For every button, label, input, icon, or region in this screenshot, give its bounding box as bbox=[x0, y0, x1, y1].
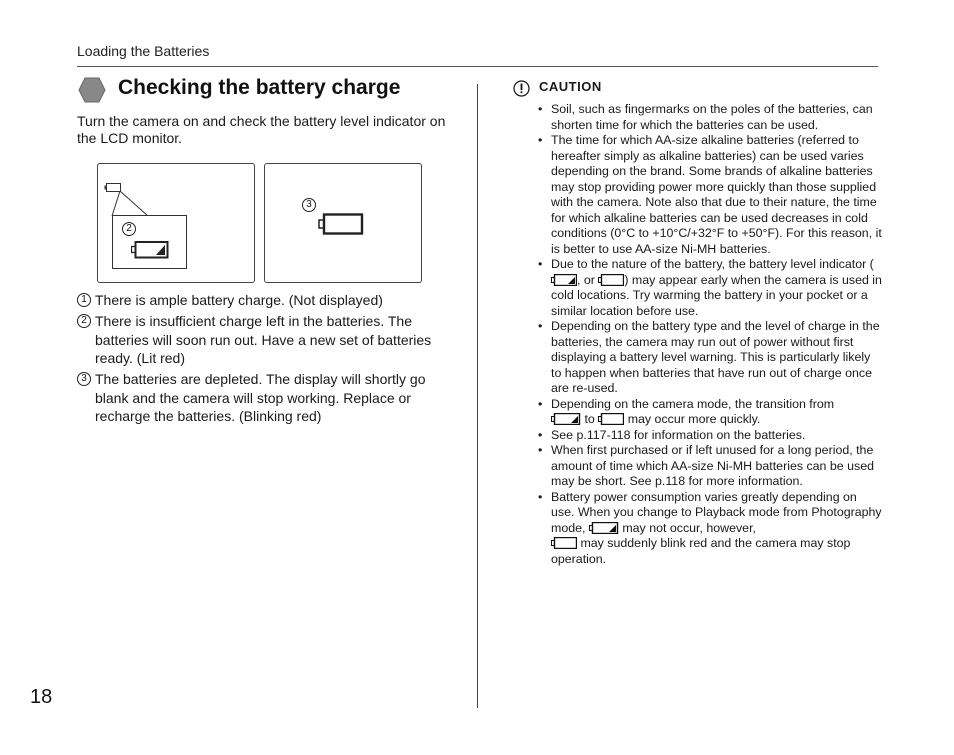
bullet-text: Battery power consumption varies greatly depending on use. When you change to Playback mode from Photography mode, bbox=[551, 489, 882, 535]
marker-3: 3 bbox=[302, 198, 316, 212]
bullet-text: , or bbox=[577, 272, 599, 287]
item-number: 1 bbox=[77, 293, 91, 307]
battery-low-icon bbox=[131, 241, 169, 259]
battery-empty-icon bbox=[598, 413, 624, 425]
item-text: The batteries are depleted. The display will shortly go blank and the camera will stop working. Replace or recharge the batteries. (Blinking red) bbox=[95, 371, 426, 424]
intro-paragraph: Turn the camera on and check the battery level indicator on the LCD monitor. bbox=[77, 113, 446, 146]
bullet-text: may not occur, however, bbox=[622, 520, 756, 535]
battery-status-list bbox=[77, 291, 445, 428]
bullet-text: may occur more quickly. bbox=[627, 412, 761, 426]
item-text: There is ample battery charge. (Not displayed) bbox=[95, 292, 383, 308]
bullet-text: ) may appear early when the camera is used in cold locations. Try warming the battery in your pocket or a similar location before use. bbox=[551, 272, 882, 318]
header-rule bbox=[77, 66, 878, 67]
list-item bbox=[77, 370, 445, 426]
bullet-item: • Soil, such as fingermarks on the poles of the batteries, can shorten time for which the batteries can be used. bbox=[538, 102, 883, 133]
item-text: There is insufficient charge left in the batteries. The batteries will soon run out. Have a new set of batteries ready. (Lit red) bbox=[95, 313, 432, 366]
battery-low-icon bbox=[551, 413, 581, 425]
hexagon-icon bbox=[78, 77, 106, 103]
bullet-item bbox=[538, 397, 883, 428]
item-number: 3 bbox=[77, 372, 91, 386]
bullet-item: • The time for which AA-size alkaline batteries (referred to hereafter simply as alkaline batteries) can be used varies depending on the brand. Some brands of alkaline batteries may stop providing power more quickly than those supplied with the camera. Note also that due to their nature, the time for which alkaline batteries can be used decreases in cold conditions (0°C to +10°C/+32°F to +50°F). For this reason, it is better to use AA-size Ni-MH batteries. bbox=[538, 133, 883, 257]
bullet-text: Due to the nature of the battery, the battery level indicator ( bbox=[551, 257, 874, 271]
battery-empty-icon bbox=[318, 213, 364, 235]
bullet-text: to bbox=[584, 412, 595, 426]
running-header: Loading the Batteries bbox=[77, 43, 210, 59]
list-item bbox=[77, 312, 445, 368]
item-number: 2 bbox=[77, 314, 91, 328]
list-item bbox=[77, 291, 445, 310]
bullet-item bbox=[538, 490, 883, 568]
battery-empty-icon bbox=[598, 274, 624, 286]
bullet-item: • See p.117-118 for information on the batteries. bbox=[538, 428, 883, 444]
bullet-text: may suddenly blink red and the camera may stop operation. bbox=[551, 536, 851, 566]
lcd-monitor-low-battery bbox=[97, 163, 255, 283]
page-number: 18 bbox=[30, 686, 53, 708]
page-title: Checking the battery charge bbox=[118, 76, 401, 99]
caution-title: CAUTION bbox=[539, 79, 602, 94]
small-battery-icon bbox=[104, 183, 122, 192]
battery-empty-icon bbox=[551, 537, 577, 549]
caution-list bbox=[538, 102, 883, 567]
bullet-item bbox=[538, 257, 883, 319]
bullet-item: • When first purchased or if left unused for a long period, the amount of time which AA-size Ni-MH batteries can be used may be short. See p.118 for more information. bbox=[538, 443, 883, 490]
column-divider bbox=[477, 84, 478, 708]
bullet-text: Depending on the camera mode, the transition from bbox=[551, 396, 835, 411]
marker-2: 2 bbox=[122, 222, 136, 236]
bullet-item: • Depending on the battery type and the level of charge in the batteries, the camera may run out of power without first displaying a battery level warning. This is particularly likely to happen when batteries that have run out of charge once are re-used. bbox=[538, 319, 883, 397]
exclamation-icon bbox=[513, 80, 530, 97]
battery-low-icon bbox=[589, 522, 619, 534]
lcd-monitor-empty-battery bbox=[264, 163, 422, 283]
battery-low-icon bbox=[551, 274, 577, 286]
